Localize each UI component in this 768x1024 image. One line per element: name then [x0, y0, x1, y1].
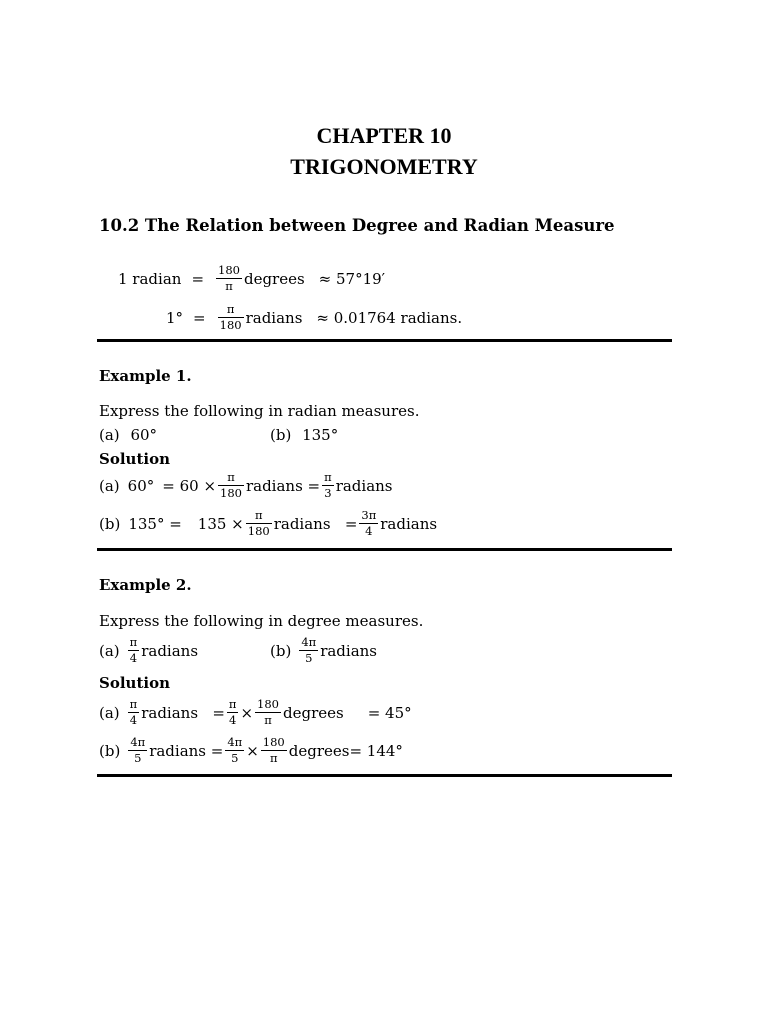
- fraction-denominator: 180: [247, 524, 270, 538]
- relation-1-eq: =: [191, 269, 205, 288]
- chapter-title: TRIGONOMETRY: [290, 154, 478, 179]
- part-fraction: [128, 635, 140, 666]
- fraction-denominator: π: [255, 712, 281, 728]
- part-unit: radians: [320, 641, 378, 660]
- example-1-part-a: [99, 426, 157, 444]
- part-fraction: [299, 635, 318, 666]
- fraction-denominator: 5: [299, 650, 318, 666]
- fraction-numerator: 4π: [130, 735, 146, 749]
- times-sign: ×: [246, 741, 259, 760]
- solution-step: degrees: [283, 703, 344, 722]
- example-1-part-b: [270, 426, 338, 444]
- relation-2-eq: =: [193, 308, 206, 327]
- relation-1-unit: degrees: [243, 269, 305, 288]
- fraction-numerator: π: [129, 635, 138, 649]
- solution-step: radians =: [245, 476, 321, 495]
- relation-1-approx: ≈ 57°19′: [318, 269, 386, 288]
- example-2-part-b: [270, 635, 377, 666]
- solution-label: (a): [99, 476, 120, 495]
- example-1-solution-b: [99, 508, 437, 539]
- solution-step: degrees: [288, 741, 350, 760]
- example-2-part-a: [99, 635, 198, 666]
- fraction-denominator: 4: [128, 650, 140, 666]
- fraction-numerator: 4π: [301, 635, 317, 649]
- solution-unit: radians: [335, 476, 393, 495]
- part-label: (a): [99, 426, 120, 444]
- solution-step: 135 ×: [197, 514, 244, 533]
- example-2-prompt: Express the following in degree measures.: [99, 612, 424, 630]
- solution-lhs: 60°: [127, 476, 155, 495]
- part-value: 60°: [130, 426, 158, 444]
- example-2-solution-label: Solution: [99, 674, 170, 692]
- solution-fraction: [359, 508, 378, 539]
- example-2-title: Example 2.: [99, 576, 192, 594]
- solution-label: (b): [99, 741, 121, 760]
- example-2-solution-b: [99, 735, 403, 766]
- section-heading: 10.2 The Relation between Degree and Radian Measure: [99, 216, 615, 235]
- divider-rule: [97, 339, 672, 342]
- example-1-solution-a: [99, 470, 393, 501]
- example-1-title: Example 1.: [99, 367, 192, 385]
- relation-2-unit: radians: [245, 308, 303, 327]
- solution-unit: radians: [380, 514, 438, 533]
- chapter-number: CHAPTER 10: [316, 123, 452, 148]
- example-2-solution-a: [99, 697, 412, 728]
- fraction-denominator: 5: [128, 750, 147, 766]
- fraction-numerator: 180: [218, 263, 240, 277]
- fraction-numerator: 180: [257, 697, 279, 711]
- fraction-denominator: 4: [359, 523, 378, 539]
- fraction-denominator: 4: [227, 712, 239, 728]
- part-value: 135°: [302, 426, 339, 444]
- solution-step: radians =: [273, 514, 358, 533]
- divider-rule: [97, 548, 672, 551]
- solution-fraction: [322, 470, 334, 501]
- relation-1-lhs: 1 radian: [118, 269, 182, 288]
- fraction-denominator: 180: [219, 318, 242, 332]
- fraction-denominator: 4: [128, 712, 140, 728]
- solution-fraction: [246, 508, 272, 539]
- solution-fraction: [218, 470, 244, 501]
- solution-step: radians =: [141, 703, 225, 722]
- fraction-denominator: 180: [220, 486, 242, 500]
- solution-fraction: [261, 735, 287, 766]
- relation-1-fraction: [216, 263, 242, 294]
- part-unit: radians: [141, 641, 199, 660]
- solution-fraction: [128, 735, 147, 766]
- part-label: (b): [270, 426, 292, 444]
- part-label: (b): [270, 641, 292, 660]
- solution-label: (a): [99, 703, 120, 722]
- solution-step: radians =: [149, 741, 224, 760]
- example-1-solution-label: Solution: [99, 450, 170, 468]
- relation-2-approx: ≈ 0.01764 radians.: [316, 308, 463, 327]
- relation-degree-line: [166, 302, 462, 333]
- solution-lhs: 135° =: [128, 514, 182, 533]
- fraction-numerator: π: [227, 470, 235, 484]
- solution-step: = 60 ×: [162, 476, 217, 495]
- divider-rule: [97, 774, 672, 777]
- fraction-denominator: π: [216, 278, 242, 294]
- solution-fraction: [227, 697, 239, 728]
- solution-fraction: [225, 735, 244, 766]
- fraction-numerator: π: [254, 508, 263, 522]
- fraction-numerator: 3π: [361, 508, 377, 522]
- example-1-prompt: Express the following in radian measures.: [99, 402, 420, 420]
- times-sign: ×: [240, 703, 254, 722]
- fraction-denominator: 3: [322, 485, 334, 501]
- fraction-numerator: π: [129, 697, 138, 711]
- fraction-denominator: 5: [225, 750, 244, 766]
- solution-fraction: [255, 697, 281, 728]
- solution-result: = 45°: [367, 703, 412, 722]
- relation-2-lhs: 1°: [166, 308, 184, 327]
- relation-2-fraction: [218, 302, 244, 333]
- fraction-numerator: π: [226, 302, 235, 316]
- solution-fraction: [128, 697, 140, 728]
- fraction-numerator: π: [228, 697, 237, 711]
- solution-result: = 144°: [349, 741, 403, 760]
- fraction-numerator: π: [324, 470, 332, 484]
- fraction-numerator: 180: [262, 735, 285, 749]
- part-label: (a): [99, 641, 120, 660]
- solution-label: (b): [99, 514, 121, 533]
- fraction-numerator: 4π: [227, 735, 243, 749]
- relation-radian-line: [118, 263, 385, 294]
- fraction-denominator: π: [261, 750, 287, 766]
